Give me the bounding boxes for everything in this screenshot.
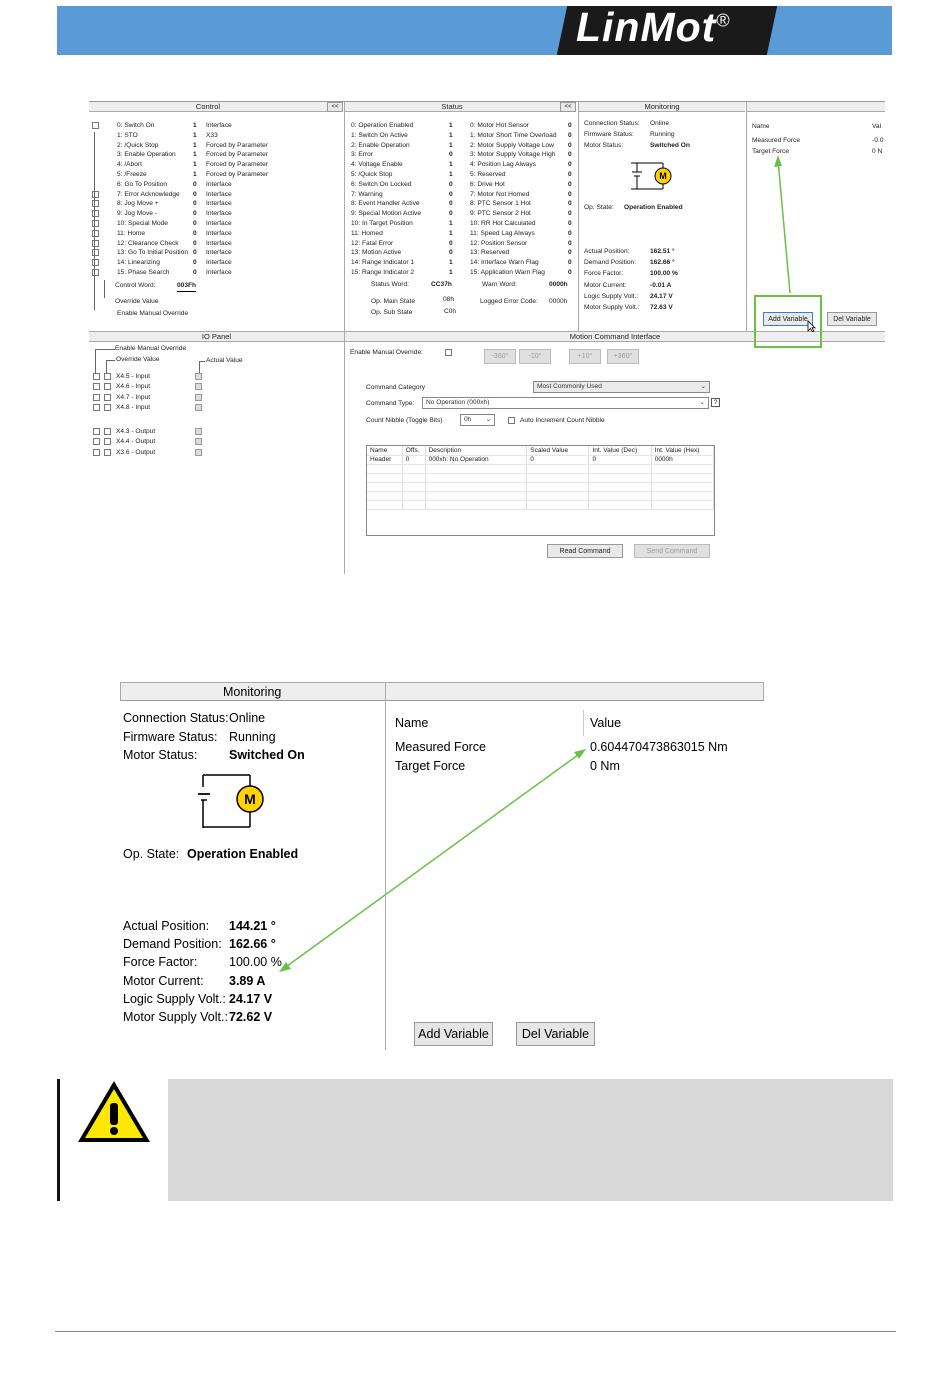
- override-value-label: Override Value: [115, 298, 159, 305]
- control-bit-source: Interface: [206, 239, 232, 247]
- control-bit-source: X33: [206, 131, 218, 139]
- control-bit-value: 1: [193, 171, 197, 178]
- command-category-label: Command Category: [366, 384, 426, 391]
- control-bit-label: 15: Phase Search: [117, 269, 170, 276]
- control-bit-label: 10: Special Mode: [117, 220, 168, 227]
- table-cell: 000xh: No Operation: [425, 455, 527, 464]
- command-category-select[interactable]: Most Commonly Used ⌄: [533, 381, 710, 393]
- zoom-motor-icon: [198, 772, 272, 828]
- control-bit-value: 1: [193, 131, 197, 139]
- status-panel-title: Status: [344, 102, 560, 112]
- op-state-value: Operation Enabled: [624, 204, 683, 211]
- control-bit-label: 6: Go To Position: [117, 180, 168, 188]
- status-bit-label: 1: Motor Short Time Overload: [470, 131, 557, 139]
- control-bit-value: 0: [193, 220, 197, 227]
- zoom-var-name-header: Name: [395, 716, 429, 730]
- status-bit-value: 0: [449, 180, 453, 188]
- status-bit-value: 0: [568, 239, 572, 247]
- status-bit-value: 1: [449, 229, 453, 237]
- zoom-monitor-value: 100.00 %: [229, 955, 282, 970]
- warning-note-box: [168, 1079, 893, 1201]
- warn-word-label: Warn Word:: [482, 281, 517, 288]
- status-bit-value: 0: [449, 249, 453, 257]
- status-word-label: Status Word:: [371, 281, 409, 288]
- status-bit-value: 0: [568, 131, 572, 139]
- status-bit-label: 10: In Target Position: [351, 220, 413, 227]
- control-bit-label: 5: /Freeze: [117, 171, 147, 178]
- help-icon[interactable]: ?: [711, 398, 720, 407]
- status-bit-label: 8: PTC Sensor 1 Hot: [470, 200, 531, 208]
- control-bit-label: 14: Linearizing: [117, 259, 160, 267]
- zoom-monitor-label: Motor Supply Volt.:: [123, 1010, 228, 1024]
- status-bit-value: 0: [568, 161, 572, 169]
- status-bit-label: 4: Voltage Enable: [351, 161, 403, 169]
- status-bit-label: 10: RR Hot Calculated: [470, 220, 536, 227]
- control-bit-label: 11: Home: [117, 229, 146, 237]
- status-bit-value: 0: [568, 141, 572, 149]
- warning-icon: [76, 1079, 152, 1145]
- control-bit-value: 0: [193, 269, 197, 276]
- status-bit-label: 6: Drive Hot: [470, 180, 505, 188]
- count-nibble-label: Count Nibble (Toggle Bits): [366, 417, 443, 424]
- control-bit-source: Interface: [206, 122, 232, 129]
- table-header-cell: Int. Value (Dec): [589, 446, 651, 455]
- monitor-label: Demand Position:: [584, 259, 637, 267]
- io-input-label: X4.6 - Input: [116, 383, 151, 391]
- control-bit-value: 0: [193, 239, 197, 247]
- monitor-label: Actual Position:: [584, 248, 630, 255]
- io-actual-value: Actual Value: [206, 357, 243, 364]
- status-bit-label: 1: Switch On Active: [351, 131, 408, 139]
- table-cell: 0: [402, 455, 425, 464]
- control-bit-value: 0: [193, 180, 197, 188]
- mci-panel-title: Motion Command Interface: [345, 332, 885, 342]
- control-bit-source: Interface: [206, 259, 232, 267]
- status-bit-value: 1: [449, 141, 453, 149]
- var-name-header: Name: [752, 123, 770, 130]
- control-bit-value: 0: [193, 200, 197, 208]
- zoom-monitor-label: Motor Current:: [123, 973, 204, 988]
- control-bit-source: Forced by Parameter: [206, 151, 268, 159]
- status-bit-label: 14: Range Indicator 1: [351, 259, 415, 267]
- control-bit-value: 0: [193, 229, 197, 237]
- send-command-button[interactable]: Send Command: [634, 544, 710, 558]
- status-bit-value: 1: [449, 220, 453, 227]
- status-bit-value: 0: [568, 200, 572, 208]
- zoom-monitor-label: Connection Status:: [123, 711, 229, 725]
- monitor-label: Motor Current:: [584, 281, 627, 289]
- command-type-select[interactable]: No Operation (000xh) ⌄: [422, 397, 709, 409]
- zoom-monitor-value: 24.17 V: [229, 991, 273, 1006]
- status-bit-value: 1: [449, 122, 453, 129]
- control-bit-source: Forced by Parameter: [206, 161, 268, 169]
- zoom-monitor-value: Running: [229, 729, 276, 744]
- status-bit-label: 4: Position Lag Always: [470, 161, 536, 169]
- add-variable-button[interactable]: Add Variable: [763, 312, 813, 326]
- command-type-label: Command Type:: [366, 400, 415, 407]
- monitor-value: 162.66 °: [650, 259, 675, 267]
- jog-button[interactable]: -360°: [484, 349, 516, 364]
- io-input-label: X4.5 - Input: [116, 373, 151, 380]
- monitor-label: Logic Supply Volt.:: [584, 292, 639, 300]
- status-bit-label: 5: /Quick Stop: [351, 171, 393, 178]
- control-bit-source: Interface: [206, 220, 232, 227]
- control-bit-label: 12: Clearance Check: [117, 239, 179, 247]
- control-bit-label: 1: STO: [117, 131, 138, 139]
- control-bit-label: 2: /Quick Stop: [117, 141, 159, 149]
- zoom-monitor-value: Online: [229, 711, 266, 725]
- status-bit-label: 15: Application Warn Flag: [470, 269, 545, 276]
- monitor-value: Switched On: [650, 142, 690, 149]
- zoom-monitor-label: Actual Position:: [123, 919, 210, 933]
- table-cell: 0: [589, 455, 651, 464]
- warning-bar: [57, 1079, 60, 1201]
- status-bit-label: 6: Switch On Locked: [351, 180, 412, 188]
- logged-error-label: Logged Error Code:: [480, 298, 538, 305]
- status-bit-value: 0: [449, 151, 453, 159]
- status-bit-label: 12: Fatal Error: [351, 239, 394, 247]
- io-panel-title: IO Panel: [89, 332, 344, 342]
- io-output-label: X3.6 - Output: [116, 448, 156, 456]
- sub-state-value: C0h: [444, 308, 457, 315]
- status-bit-value: 0: [568, 220, 572, 227]
- var-value-header: Val: [872, 123, 882, 130]
- status-bit-value: 1: [449, 259, 453, 267]
- status-bit-value: 0: [449, 190, 453, 198]
- control-bit-source: Interface: [206, 180, 232, 188]
- status-bit-label: 11: Speed Lag Always: [470, 229, 535, 237]
- control-word-label: Control Word:: [115, 282, 156, 289]
- table-cell: 0: [527, 455, 589, 464]
- control-bit-source: Interface: [206, 249, 232, 257]
- zoom-del-variable-button[interactable]: Del Variable: [516, 1022, 595, 1046]
- brand-logo: LinMot®: [576, 4, 731, 50]
- monitoring-panel-title: Monitoring: [579, 102, 745, 112]
- footer-rule: [55, 1331, 896, 1332]
- variable-name: Target Force: [752, 148, 790, 155]
- table-header-cell: Name: [367, 446, 402, 455]
- control-bit-value: 1: [193, 141, 197, 149]
- monitoring-zoom-screenshot: [120, 682, 764, 1050]
- status-bit-label: 11: Homed: [351, 229, 383, 237]
- status-bit-label: 8: Event Handler Active: [351, 200, 420, 208]
- monitor-value: 162.51 °: [650, 248, 675, 255]
- io-override-value: Override Value: [116, 356, 160, 363]
- svg-text:M: M: [244, 791, 256, 807]
- zoom-variable-value: 0.604470473863015 Nm: [590, 740, 728, 754]
- control-bit-label: 4: /Abort: [117, 161, 142, 169]
- status-word-value: CC37h: [431, 281, 452, 288]
- table-header-cell: Description: [425, 446, 527, 455]
- control-bit-value: 0: [193, 259, 197, 267]
- control-word-value: 003Fh: [177, 281, 196, 292]
- control-collapse-button[interactable]: <<: [327, 102, 343, 112]
- jog-button[interactable]: +10°: [569, 349, 601, 364]
- zoom-monitor-value: 72.62 V: [229, 1010, 273, 1024]
- variable-value: 0 N: [872, 148, 883, 155]
- status-bit-label: 7: Motor Not Homed: [470, 190, 530, 198]
- status-bit-value: 0: [568, 210, 572, 218]
- zoom-monitor-label: Firmware Status:: [123, 729, 218, 744]
- io-input-label: X4.7 - Input: [116, 393, 151, 401]
- monitor-value: 72.63 V: [650, 304, 673, 311]
- jog-button[interactable]: -10°: [519, 349, 551, 364]
- svg-text:M: M: [659, 171, 667, 181]
- control-bit-source: Forced by Parameter: [206, 171, 268, 178]
- status-bit-value: 1: [449, 131, 453, 139]
- status-bit-label: 2: Motor Supply Voltage Low: [470, 141, 554, 149]
- status-bit-value: 0: [568, 249, 572, 257]
- control-bit-source: Interface: [206, 200, 232, 208]
- io-output-label: X4.3 - Output: [116, 428, 156, 435]
- variable-value: -0.0: [872, 137, 884, 144]
- status-bit-label: 0: Motor Hot Sensor: [470, 122, 530, 129]
- table-cell: 0000h: [651, 455, 713, 464]
- status-bit-label: 7: Warning: [351, 190, 383, 198]
- control-bit-label: 7: Error Acknowledge: [117, 190, 180, 198]
- warn-word-value: 0000h: [549, 281, 568, 288]
- io-enable-manual-override: Enable Manual Override: [115, 345, 187, 352]
- status-bit-value: 0: [449, 200, 453, 208]
- zoom-monitor-label: Force Factor:: [123, 955, 198, 970]
- status-bit-value: 1: [449, 269, 453, 276]
- monitor-label: Motor Status:: [584, 142, 624, 149]
- zoom-variable-name: Target Force: [395, 759, 466, 773]
- status-bit-value: 0: [568, 171, 572, 178]
- enable-manual-override-label: Enable Manual Override: [117, 310, 189, 317]
- op-state-label: Op. State:: [584, 204, 614, 211]
- status-bit-value: 0: [568, 180, 572, 188]
- status-bit-label: 0: Operation Enabled: [351, 122, 414, 129]
- status-bit-value: 1: [449, 161, 453, 169]
- mci-enable-label: Enable Manual Override:: [350, 349, 423, 356]
- io-output-label: X4.4 - Output: [116, 438, 156, 446]
- zoom-op-state-label: Op. State:: [123, 847, 180, 861]
- zoom-monitoring-title: Monitoring: [223, 685, 282, 699]
- control-panel-title: Control: [89, 102, 327, 112]
- zoom-var-value-header: Value: [590, 716, 622, 730]
- zoom-op-state-value: Operation Enabled: [187, 847, 299, 861]
- status-bit-label: 12: Position Sensor: [470, 239, 528, 247]
- monitor-value: 24.17 V: [650, 292, 673, 300]
- status-bit-value: 0: [568, 269, 572, 276]
- control-bit-label: 8: Jog Move +: [117, 200, 159, 208]
- status-bit-label: 13: Reserved: [470, 249, 510, 257]
- table-cell: Header: [367, 455, 402, 464]
- control-bit-value: 1: [193, 151, 197, 159]
- auto-increment-label: Auto Increment Count Nibble: [520, 417, 605, 424]
- status-bit-value: 0: [568, 190, 572, 198]
- status-bit-label: 2: Enable Operation: [351, 141, 410, 149]
- status-bit-value: 0: [568, 229, 572, 237]
- control-bit-source: Interface: [206, 190, 232, 198]
- status-bit-label: 15: Range Indicator 2: [351, 269, 415, 276]
- zoom-monitor-value: 144.21 °: [229, 919, 276, 933]
- zoom-monitor-value: 162.66 °: [229, 937, 276, 952]
- io-input-label: X4.8 - Input: [116, 404, 151, 412]
- status-bit-value: 0: [449, 210, 453, 218]
- control-bit-value: 1: [193, 161, 197, 169]
- main-state-label: Op. Main State: [371, 298, 415, 305]
- status-bit-label: 14: Interface Warn Flag: [470, 259, 539, 267]
- control-bit-source: Interface: [206, 269, 232, 276]
- monitor-value: Online: [650, 120, 670, 127]
- monitor-label: Firmware Status:: [584, 131, 634, 138]
- status-bit-label: 3: Motor Supply Voltage High: [470, 151, 556, 159]
- control-bit-source: Forced by Parameter: [206, 141, 268, 149]
- zoom-monitor-value: 3.89 A: [229, 973, 266, 988]
- status-bit-label: 5: Reserved: [470, 171, 506, 178]
- control-bit-label: 3: Enable Operation: [117, 151, 176, 159]
- sub-state-label: Op. Sub State: [371, 309, 413, 316]
- control-bit-label: 9: Jog Move -: [117, 210, 157, 218]
- status-bit-value: 0: [568, 259, 572, 267]
- zoom-monitor-label: Demand Position:: [123, 937, 222, 952]
- table-header-cell: Offs.: [402, 446, 425, 455]
- status-bit-value: 0: [449, 239, 453, 247]
- read-command-button[interactable]: Read Command: [547, 544, 623, 558]
- control-bit-value: 1: [193, 122, 197, 129]
- status-collapse-button[interactable]: <<: [560, 102, 576, 112]
- monitor-label: Force Factor:: [584, 270, 624, 278]
- control-bit-label: 0: Switch On: [117, 122, 155, 129]
- control-bit-source: Interface: [206, 229, 232, 237]
- table-header-cell: Int. Value (Hex): [651, 446, 713, 455]
- status-bit-value: 0: [568, 151, 572, 159]
- zoom-add-variable-button[interactable]: Add Variable: [414, 1022, 493, 1046]
- monitor-value: 100.00 %: [650, 270, 678, 278]
- status-bit-label: 9: PTC Sensor 2 Hot: [470, 210, 531, 218]
- monitor-label: Motor Supply Volt.:: [584, 304, 640, 311]
- count-nibble-select[interactable]: 0h ⌄: [460, 414, 495, 426]
- monitor-value: Running: [650, 131, 675, 138]
- zoom-variable-name: Measured Force: [395, 740, 487, 754]
- zoom-monitor-label: Motor Status:: [123, 748, 198, 762]
- status-bit-value: 0: [568, 122, 572, 129]
- monitor-value: -0.01 A: [650, 281, 672, 289]
- main-state-value: 08h: [443, 296, 455, 303]
- control-bit-value: 0: [193, 249, 197, 257]
- zoom-monitor-label: Logic Supply Volt.:: [123, 991, 226, 1006]
- control-bit-value: 0: [193, 210, 197, 218]
- status-bit-label: 3: Error: [351, 151, 373, 159]
- zoom-monitor-value: Switched On: [229, 748, 305, 762]
- monitor-label: Connection Status:: [584, 120, 640, 127]
- status-bit-value: 1: [449, 171, 453, 178]
- del-variable-button[interactable]: Del Variable: [827, 312, 877, 326]
- table-header-cell: Scaled Value: [527, 446, 589, 455]
- control-bit-value: 0: [193, 190, 197, 198]
- logged-error-value: 0000h: [549, 298, 568, 305]
- control-bit-label: 13: Go To Initial Position: [117, 249, 188, 257]
- variable-name: Measured Force: [752, 137, 801, 144]
- control-bit-source: Interface: [206, 210, 232, 218]
- jog-button[interactable]: +360°: [607, 349, 639, 364]
- status-bit-label: 9: Special Motion Active: [351, 210, 422, 218]
- zoom-variable-value: 0 Nm: [590, 759, 620, 773]
- status-bit-label: 13: Motion Active: [351, 249, 402, 257]
